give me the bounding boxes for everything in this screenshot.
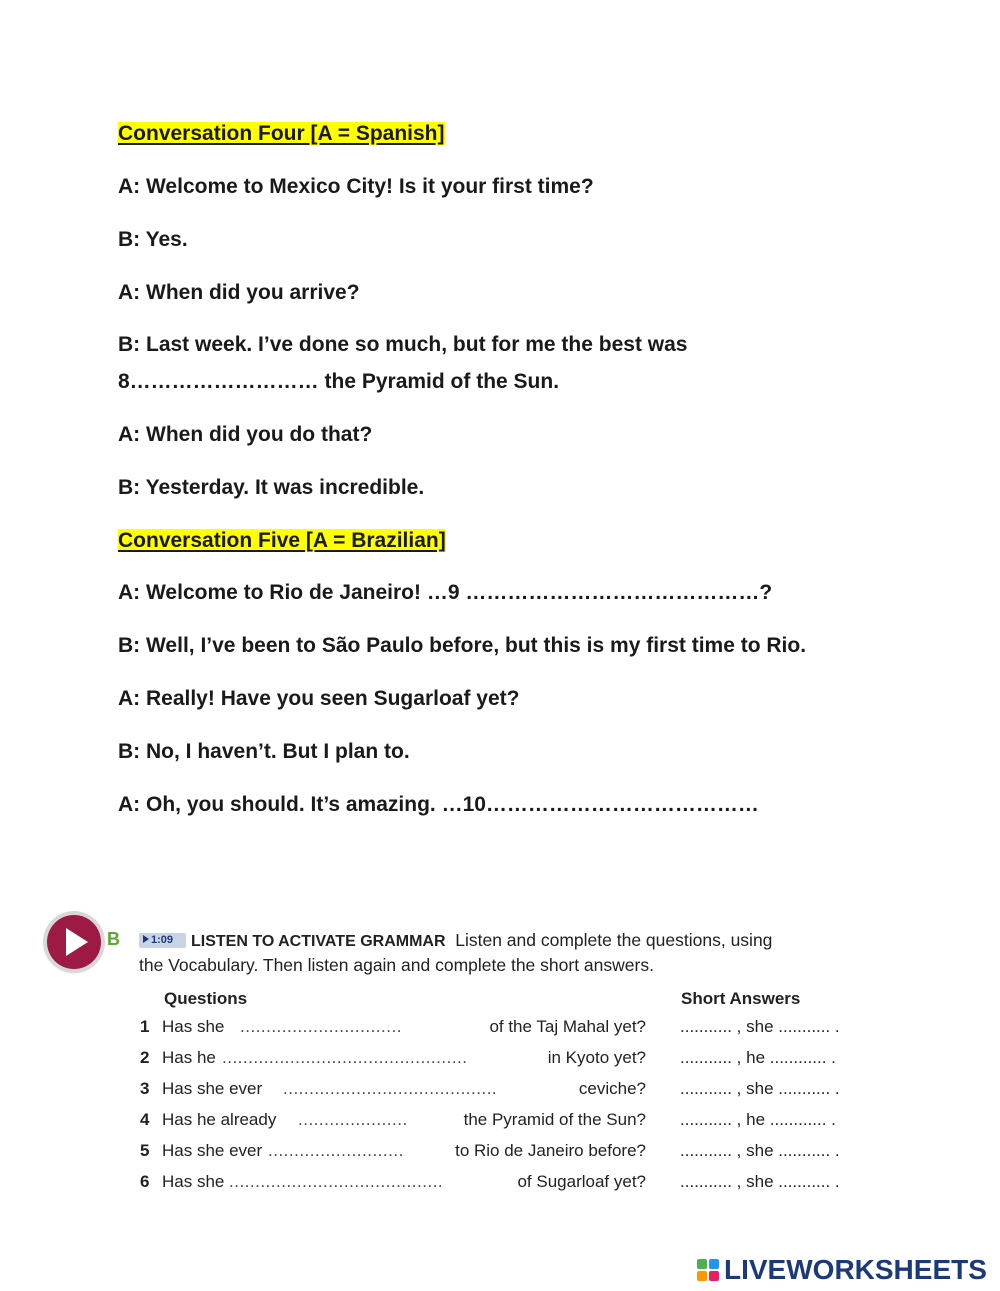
- question-number: 1: [140, 1017, 150, 1036]
- question-row: [140, 1110, 900, 1138]
- question-blank[interactable]: .........................................: [283, 1079, 498, 1098]
- conversation-five-heading: Conversation Five [A = Brazilian]: [118, 529, 446, 552]
- question-start: Has she ever: [162, 1141, 263, 1160]
- audio-track-label: 1:09: [151, 934, 174, 946]
- question-row: [140, 1172, 900, 1200]
- dialogue-line: B: Last week. I’ve done so much, but for me the best was: [118, 333, 688, 356]
- question-number: 2: [140, 1048, 150, 1067]
- question-start: Has she: [162, 1172, 225, 1191]
- exercise-title: LISTEN TO ACTIVATE GRAMMAR: [191, 933, 446, 950]
- short-answer-blank[interactable]: ........... , he ............ .: [680, 1110, 836, 1129]
- audio-play-button[interactable]: [47, 915, 101, 969]
- short-answers-header: Short Answers: [681, 989, 801, 1008]
- logo-blocks-icon: [697, 1259, 721, 1281]
- question-start: Has he already: [162, 1110, 277, 1129]
- question-row: [140, 1079, 900, 1107]
- question-row: [140, 1048, 900, 1076]
- play-icon: [66, 928, 88, 956]
- exercise-letter: B: [107, 929, 120, 949]
- exercise-instruction: [191, 928, 871, 954]
- question-number: 4: [140, 1110, 150, 1129]
- conversation-four-heading: Conversation Four [A = Spanish]: [118, 122, 445, 145]
- question-start: Has he: [162, 1048, 216, 1067]
- dialogue-line: A: Really! Have you seen Sugarloaf yet?: [118, 687, 520, 710]
- question-end: of Sugarloaf yet?: [517, 1172, 646, 1191]
- question-start: Has she: [162, 1017, 225, 1036]
- question-end: the Pyramid of the Sun?: [463, 1110, 646, 1129]
- question-end: to Rio de Janeiro before?: [455, 1141, 646, 1160]
- question-blank[interactable]: .....................: [298, 1110, 408, 1129]
- short-answer-blank[interactable]: ........... , she ........... .: [680, 1172, 840, 1191]
- dialogue-line: A: When did you arrive?: [118, 281, 360, 304]
- short-answer-blank[interactable]: ........... , she ........... .: [680, 1141, 840, 1160]
- dialogue-line: B: Well, I’ve been to São Paulo before, but this is my first time to Rio.: [118, 634, 807, 657]
- instruction-text-1: Listen and complete the questions, using: [455, 930, 773, 950]
- question-row: [140, 1017, 900, 1045]
- question-blank[interactable]: ...............................................: [222, 1048, 468, 1067]
- dialogue-line: B: Yesterday. It was incredible.: [118, 476, 425, 499]
- dialogue-line: B: No, I haven’t. But I plan to.: [118, 740, 410, 763]
- dialogue-line-blank-9[interactable]: A: Welcome to Rio de Janeiro! …9 ……………………………………?: [118, 581, 773, 604]
- dialogue-line: B: Yes.: [118, 228, 188, 251]
- question-end: in Kyoto yet?: [547, 1048, 646, 1067]
- dialogue-line: A: When did you do that?: [118, 423, 373, 446]
- question-blank[interactable]: .........................................: [229, 1172, 444, 1191]
- question-blank[interactable]: ...............................: [240, 1017, 402, 1036]
- question-number: 5: [140, 1141, 150, 1160]
- question-blank[interactable]: ..........................: [268, 1141, 404, 1160]
- play-small-icon: [143, 935, 149, 943]
- short-answer-blank[interactable]: ........... , she ........... .: [680, 1079, 840, 1098]
- dialogue-line: A: Welcome to Mexico City! Is it your first time?: [118, 175, 594, 198]
- question-end: ceviche?: [578, 1079, 646, 1098]
- question-end: of the Taj Mahal yet?: [489, 1017, 646, 1036]
- question-number: 6: [140, 1172, 150, 1191]
- questions-header: Questions: [164, 989, 248, 1008]
- audio-track-badge: [139, 933, 186, 948]
- question-number: 3: [140, 1079, 150, 1098]
- question-start: Has she ever: [162, 1079, 263, 1098]
- short-answer-blank[interactable]: ........... , she ........... .: [680, 1017, 840, 1036]
- logo-text: LIVEWORKSHEETS: [724, 1254, 987, 1285]
- dialogue-line-blank-10[interactable]: A: Oh, you should. It’s amazing. …10…………………………………: [118, 793, 759, 816]
- question-row: [140, 1141, 900, 1169]
- dialogue-line-blank-8[interactable]: 8……………………… the Pyramid of the Sun.: [118, 370, 560, 393]
- instruction-text-2: the Vocabulary. Then listen again and complete the short answers.: [139, 955, 654, 975]
- short-answer-blank[interactable]: ........... , he ............ .: [680, 1048, 836, 1067]
